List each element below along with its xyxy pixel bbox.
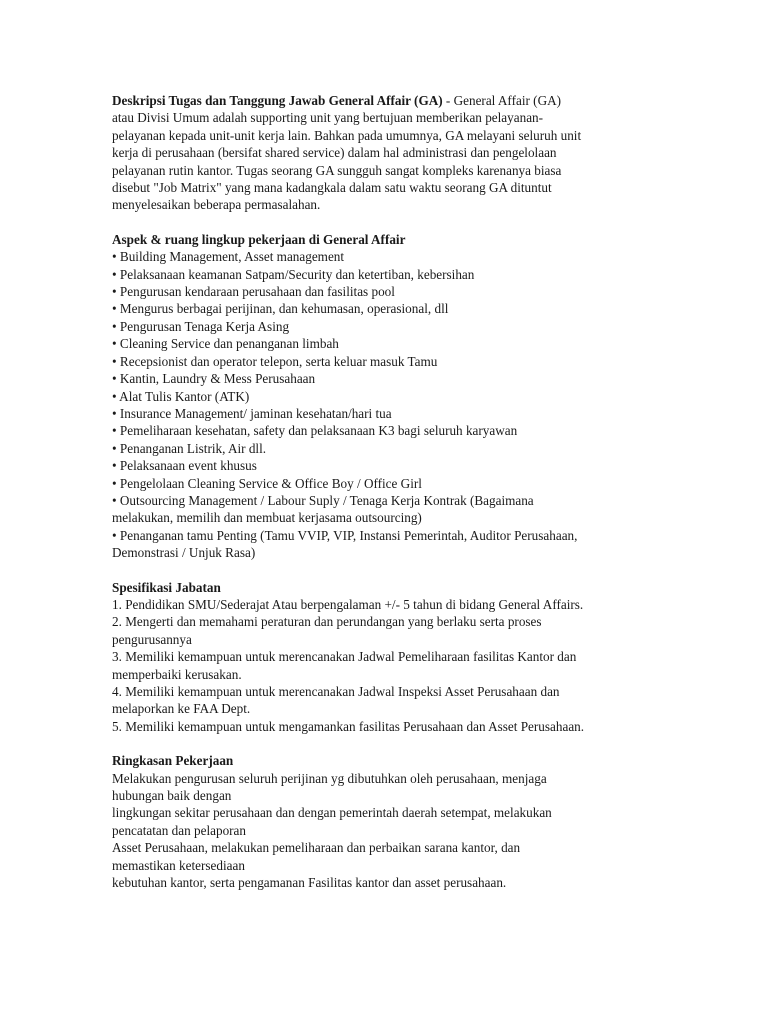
intro-title: Deskripsi Tugas dan Tanggung Jawab General Affair (GA): [112, 93, 443, 108]
summary-line: memastikan ketersediaan: [112, 857, 245, 873]
spec-item-text: 5. Memiliki kemampuan untuk mengamankan fasilitas Perusahaan dan Asset Perusahaan.: [112, 718, 585, 734]
summary-line: Asset Perusahaan, melakukan pemeliharaan dan perbaikan sarana kantor, dan: [112, 840, 521, 856]
scope-item: [112, 335, 660, 352]
scope-item: [112, 475, 660, 492]
scope-item: [112, 370, 660, 387]
scope-item: [112, 353, 660, 370]
scope-item-text: • Mengurus berbagai perijinan, dan kehumasan, operasional, dll: [112, 301, 449, 317]
scope-item: [112, 283, 660, 300]
spacer: [112, 735, 660, 752]
intro-line-6: menyelesaikan beberapa permasalahan.: [112, 197, 321, 213]
intro-line-4: pelayanan rutin kantor. Tugas seorang GA sungguh sangat kompleks karenanya biasa: [112, 162, 562, 178]
scope-item: [112, 492, 660, 527]
intro-section: [112, 92, 660, 214]
scope-item-text: • Pengurusan Tenaga Kerja Asing: [112, 318, 290, 334]
spec-item-text-cont: melaporkan ke FAA Dept.: [112, 701, 251, 717]
intro-line-3: kerja di perusahaan (bersifat shared service) dalam hal administrasi dan pengelolaan: [112, 145, 557, 161]
scope-heading: Aspek & ruang lingkup pekerjaan di General Affair: [112, 231, 406, 247]
spacer: [112, 562, 660, 579]
scope-item-text: • Building Management, Asset management: [112, 249, 345, 265]
scope-item-text: • Recepsionist dan operator telepon, serta keluar masuk Tamu: [112, 353, 438, 369]
scope-item: [112, 422, 660, 439]
scope-item-text: • Pengelolaan Cleaning Service & Office Boy / Office Girl: [112, 475, 422, 491]
summary-line: pencatatan dan pelaporan: [112, 822, 246, 838]
intro-line-5: disebut "Job Matrix" yang mana kadangkala dalam satu waktu seorang GA dituntut: [112, 180, 552, 196]
scope-item-text: • Penanganan tamu Penting (Tamu VVIP, VIP, Instansi Pemerintah, Auditor Perusahaan,: [112, 527, 578, 543]
scope-item-text: • Kantin, Laundry & Mess Perusahaan: [112, 371, 316, 387]
scope-item: [112, 405, 660, 422]
scope-item-text: • Pengurusan kendaraan perusahaan dan fasilitas pool: [112, 284, 395, 300]
scope-item-text: • Alat Tulis Kantor (ATK): [112, 388, 250, 404]
summary-line: hubungan baik dengan: [112, 788, 232, 804]
scope-item-text: • Pelaksanaan keamanan Satpam/Security dan ketertiban, kebersihan: [112, 266, 475, 282]
scope-item-text: • Penanganan Listrik, Air dll.: [112, 440, 267, 456]
intro-line-2: pelayanan kepada unit-unit kerja lain. Bahkan pada umumnya, GA melayani seluruh unit: [112, 127, 582, 143]
scope-item: [112, 527, 660, 562]
spec-item-text: 1. Pendidikan SMU/Sederajat Atau berpengalaman +/- 5 tahun di bidang General Affairs.: [112, 596, 584, 612]
scope-item: [112, 440, 660, 457]
spec-item-text-cont: memperbaiki kerusakan.: [112, 666, 242, 682]
summary-line: Melakukan pengurusan seluruh perijinan yg dibutuhkan oleh perusahaan, menjaga: [112, 770, 547, 786]
scope-item: [112, 388, 660, 405]
intro-line-1: atau Divisi Umum adalah supporting unit yang bertujuan memberikan pelayanan-: [112, 110, 544, 126]
scope-section: [112, 231, 660, 562]
scope-item-text: • Pelaksanaan event khusus: [112, 458, 257, 474]
spec-item: [112, 718, 660, 735]
spec-item-text-cont: pengurusannya: [112, 631, 192, 647]
intro-first-line: [112, 92, 660, 109]
spec-item: [112, 613, 660, 648]
document-page: [112, 92, 660, 891]
summary-line: kebutuhan kantor, serta pengamanan Fasilitas kantor dan asset perusahaan.: [112, 875, 507, 891]
spacer: [112, 214, 660, 231]
scope-item-text: • Pemeliharaan kesehatan, safety dan pelaksanaan K3 bagi seluruh karyawan: [112, 423, 518, 439]
summary-heading: Ringkasan Pekerjaan: [112, 753, 234, 769]
spec-section: [112, 579, 660, 736]
spec-item-text: 3. Memiliki kemampuan untuk merencanakan Jadwal Pemeliharaan fasilitas Kantor dan: [112, 649, 577, 665]
spec-item: [112, 596, 660, 613]
spec-item: [112, 683, 660, 718]
summary-section: [112, 752, 660, 891]
spec-item: [112, 648, 660, 683]
spec-item-text: 2. Mengerti dan memahami peraturan dan perundangan yang berlaku serta proses: [112, 614, 542, 630]
summary-line: lingkungan sekitar perusahaan dan dengan pemerintah daerah setempat, melakukan: [112, 805, 552, 821]
spec-item-text: 4. Memiliki kemampuan untuk merencanakan Jadwal Inspeksi Asset Perusahaan dan: [112, 684, 560, 699]
scope-item-text-cont: melakukan, memilih dan membuat kerjasama outsourcing): [112, 510, 422, 526]
spec-heading: Spesifikasi Jabatan: [112, 579, 221, 595]
scope-item: [112, 457, 660, 474]
scope-item: [112, 318, 660, 335]
scope-item-text: • Cleaning Service dan penanganan limbah: [112, 336, 339, 352]
scope-item-text-cont: Demonstrasi / Unjuk Rasa): [112, 545, 256, 561]
scope-item-text: • Outsourcing Management / Labour Suply / Tenaga Kerja Kontrak (Bagaimana: [112, 492, 534, 508]
scope-item: [112, 266, 660, 283]
scope-item: [112, 300, 660, 317]
scope-item: [112, 248, 660, 265]
intro-line-0: - General Affair (GA): [442, 93, 562, 108]
scope-item-text: • Insurance Management/ jaminan kesehatan/hari tua: [112, 405, 392, 421]
